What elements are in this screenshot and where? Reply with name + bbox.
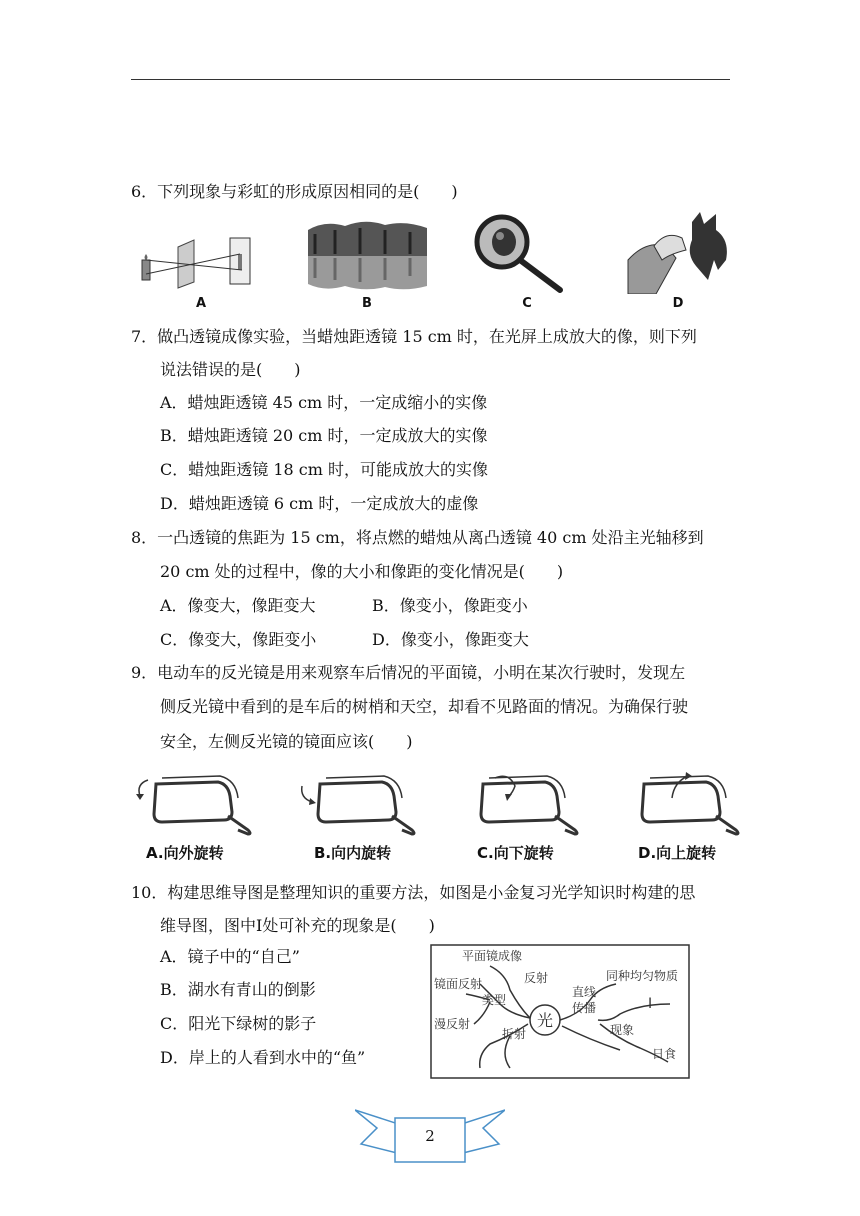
header-rule	[131, 79, 730, 80]
q6-figure-b	[305, 220, 430, 292]
q7-option-a: A．蜡烛距透镜 45 cm 时，一定成缩小的实像	[160, 393, 488, 412]
mindmap-uniform-medium: 同种均匀物质	[606, 969, 679, 983]
page-number: 2	[425, 1127, 435, 1145]
q9-stem-line1: 9．电动车的反光镜是用来观察车后情况的平面镜，小明在某次行驶时，发现左	[131, 663, 686, 682]
mindmap-reflection: 反射	[524, 971, 549, 985]
q10-mindmap	[430, 944, 690, 1079]
q10-stem-line2: 维导图，图中I处可补充的现象是( )	[160, 916, 435, 935]
q9-stem-line3: 安全，左侧反光镜的镜面应该( )	[160, 732, 413, 751]
q7-option-d: D．蜡烛距透镜 6 cm 时，一定成放大的虚像	[160, 494, 479, 513]
q9-caption-c: C.向下旋转	[477, 844, 554, 862]
q9-stem-line2: 侧反光镜中看到的是车后的树梢和天空，却看不见路面的情况。为确保行驶	[160, 697, 689, 716]
mindmap-center: 光	[536, 1011, 554, 1030]
q7-stem-line1: 7．做凸透镜成像实验，当蜡烛距透镜 15 cm 时，在光屏上成放大的像，则下列	[131, 327, 697, 346]
q9-caption-b: B.向内旋转	[314, 844, 392, 862]
q8-option-b: B．像变小，像距变小	[372, 596, 528, 615]
mindmap-type: 类型	[482, 993, 507, 1007]
mindmap-straight-line-2: 传播	[572, 1001, 597, 1015]
q6-figure-d	[626, 210, 734, 294]
q8-stem-line2: 20 cm 处的过程中，像的大小和像距的变化情况是( )	[160, 562, 564, 581]
q8-option-a: A．像变大，像距变大	[160, 596, 316, 615]
q9-mirror-b	[292, 770, 420, 836]
q9-caption-d: D.向上旋转	[638, 844, 717, 862]
mindmap-plane-mirror: 平面镜成像	[462, 949, 523, 963]
q9-caption-a: A.向外旋转	[146, 844, 224, 862]
q6-label-d: D	[672, 296, 684, 311]
q10-stem-line1: 10．构建思维导图是整理知识的重要方法，如图是小金复习光学知识时构建的思	[131, 883, 696, 902]
mindmap-refraction: 折射	[502, 1027, 527, 1041]
q8-option-c: C．像变大，像距变小	[160, 630, 317, 649]
q6-label-b: B	[362, 296, 372, 311]
q6-figure-c	[470, 212, 570, 294]
q6-figure-a	[138, 232, 254, 290]
q8-stem-line1: 8．一凸透镜的焦距为 15 cm，将点燃的蜡烛从离凸透镜 40 cm 处沿主光轴移到	[131, 528, 704, 547]
mindmap-eclipse: 日食	[652, 1047, 677, 1061]
mindmap-diffuse: 漫反射	[434, 1017, 471, 1031]
q9-mirror-d	[616, 770, 744, 836]
mindmap-phenomenon: 现象	[610, 1023, 635, 1037]
mindmap-slot: Ⅰ	[648, 996, 653, 1012]
q9-mirror-c	[455, 770, 583, 836]
mindmap-straight-line-1: 直线	[572, 985, 597, 999]
q6-label-c: C	[522, 296, 532, 311]
q7-option-b: B．蜡烛距透镜 20 cm 时，一定成放大的实像	[160, 426, 488, 445]
mindmap-specular: 镜面反射	[434, 977, 483, 991]
q10-option-b: B．湖水有青山的倒影	[160, 980, 316, 999]
q8-option-d: D．像变小，像距变大	[372, 630, 529, 649]
q10-option-a: A．镜子中的“自己”	[160, 947, 300, 966]
q10-option-d: D．岸上的人看到水中的“鱼”	[160, 1048, 366, 1067]
q6-stem: 6．下列现象与彩虹的形成原因相同的是( )	[131, 182, 458, 201]
q7-stem-line2: 说法错误的是( )	[160, 360, 301, 379]
q10-option-c: C．阳光下绿树的影子	[160, 1014, 317, 1033]
q6-label-a: A	[195, 296, 207, 311]
q7-option-c: C．蜡烛距透镜 18 cm 时，可能成放大的实像	[160, 460, 488, 479]
q9-mirror-a	[128, 770, 256, 836]
